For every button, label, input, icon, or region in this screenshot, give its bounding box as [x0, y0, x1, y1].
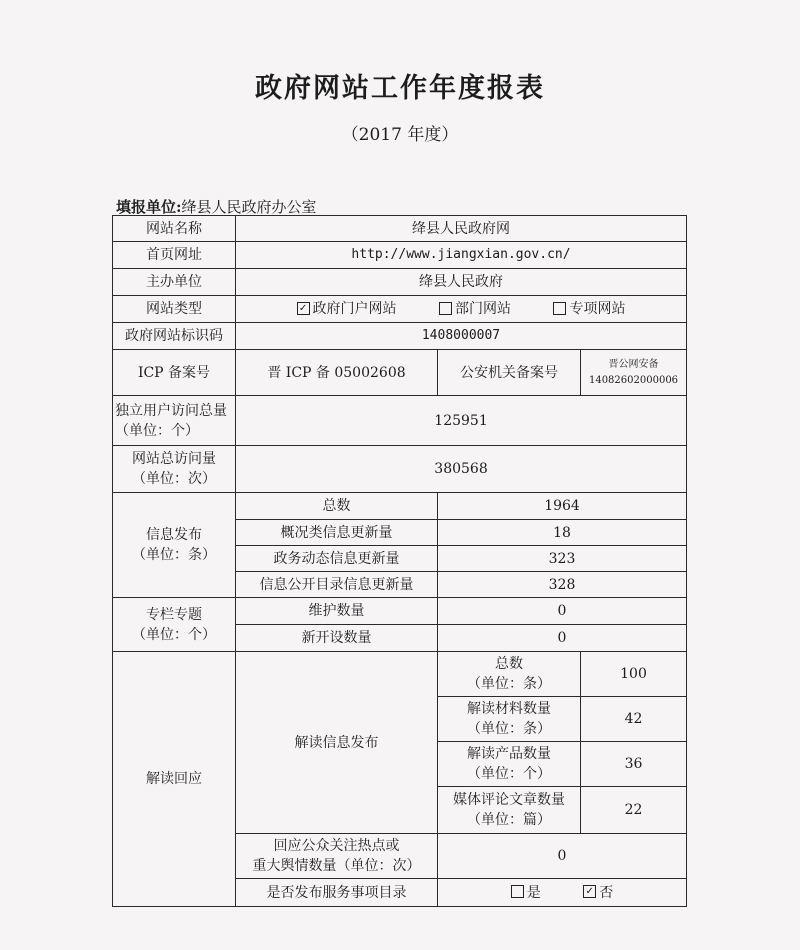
sponsor-value: 绛县人民政府	[236, 269, 687, 296]
sponsor-label: 主办单位	[113, 269, 236, 296]
fill-unit-value: 绛县人民政府办公室	[181, 198, 317, 216]
pv-label-line-2: （单位：次）	[132, 471, 216, 487]
interpret-sub-label: 解读信息发布	[236, 652, 438, 834]
option-label: 是	[526, 884, 541, 901]
site-type-option-department[interactable]	[439, 299, 511, 319]
interpret-item-line-1: 总数	[495, 656, 523, 672]
checkbox-icon[interactable]	[553, 302, 566, 315]
interpret-item-line-2: （单位：条）	[467, 721, 551, 737]
service-catalog-label: 是否发布服务事项目录	[236, 879, 438, 907]
special-item-value: 0	[438, 625, 687, 652]
interpret-item-label	[438, 652, 581, 697]
table-row	[113, 652, 687, 697]
interpret-label: 解读回应	[113, 652, 236, 907]
icp-value: 晋 ICP 备 05002608	[236, 350, 438, 396]
interpret-item-line-2: （单位：个）	[467, 766, 551, 782]
hot-response-line-1: 回应公众关注热点或	[273, 838, 400, 854]
table-row	[113, 323, 687, 350]
checkbox-icon[interactable]	[511, 885, 524, 898]
pv-label-line-1: 网站总访问量	[132, 451, 216, 467]
info-item-label: 政务动态信息更新量	[236, 546, 438, 572]
site-type-options	[236, 296, 687, 323]
info-item-value: 328	[438, 572, 687, 598]
fill-unit-label: 填报单位:	[116, 198, 182, 216]
uv-label: 独立用户访问总量（单位：个）	[113, 396, 236, 446]
table-row	[113, 269, 687, 296]
police-record-line-2: 14082602000006	[588, 374, 679, 386]
interpret-item-line-1: 解读产品数量	[467, 746, 551, 762]
table-row	[113, 493, 687, 520]
interpret-item-line-2: （单位：条）	[467, 676, 551, 692]
table-row	[113, 242, 687, 269]
option-label: 政府门户网站	[312, 301, 397, 317]
pv-label	[113, 446, 236, 493]
page-title: 政府网站工作年度报表	[255, 73, 545, 104]
info-item-label: 信息公开目录信息更新量	[236, 572, 438, 598]
police-record-value	[581, 350, 687, 396]
interpret-item-value: 42	[581, 697, 687, 742]
interpret-item-value: 100	[581, 652, 687, 697]
option-label: 部门网站	[455, 301, 511, 317]
police-record-line-1: 晋公网安备	[608, 358, 659, 370]
service-catalog-options	[438, 879, 687, 907]
home-url-label: 首页网址	[113, 242, 236, 269]
info-item-value: 1964	[438, 493, 687, 520]
special-label-line-2: （单位：个）	[132, 626, 216, 643]
pv-value: 380568	[236, 446, 687, 493]
info-label-line-1: 信息发布	[146, 527, 202, 543]
special-label	[113, 598, 236, 652]
site-name-label: 网站名称	[113, 216, 236, 242]
info-label	[113, 493, 236, 598]
special-item-label: 维护数量	[236, 598, 438, 625]
report-table	[112, 215, 687, 907]
info-label-line-2: （单位：条）	[132, 547, 216, 563]
special-item-label: 新开设数量	[236, 625, 438, 652]
info-item-label: 总数	[236, 493, 438, 520]
table-row	[113, 350, 687, 396]
interpret-item-line-2: （单位：篇）	[467, 812, 551, 828]
fill-unit	[116, 196, 317, 217]
checkbox-icon[interactable]	[439, 302, 452, 315]
table-row	[113, 396, 687, 446]
police-record-label: 公安机关备案号	[438, 350, 581, 396]
checkbox-checked-icon[interactable]	[297, 302, 310, 315]
hot-response-label	[236, 834, 438, 879]
report-year: （2017 年度）	[341, 125, 459, 145]
interpret-item-label	[438, 787, 581, 834]
table-row	[113, 216, 687, 242]
interpret-item-value: 22	[581, 787, 687, 834]
site-code-label: 政府网站标识码	[113, 323, 236, 350]
uv-value: 125951	[236, 396, 687, 446]
info-item-label: 概况类信息更新量	[236, 520, 438, 546]
checkbox-checked-icon[interactable]	[583, 885, 596, 898]
site-type-option-portal[interactable]	[297, 299, 397, 319]
hot-response-line-2: 重大舆情数量（单位：次）	[252, 858, 421, 874]
option-label: 专项网站	[569, 301, 626, 317]
home-url-value: http://www.jiangxian.gov.cn/	[236, 242, 687, 269]
site-type-option-special[interactable]	[553, 299, 625, 319]
icp-label: ICP 备案号	[113, 350, 236, 396]
interpret-item-value: 36	[581, 742, 687, 787]
special-item-value: 0	[438, 598, 687, 625]
table-row	[113, 446, 687, 493]
service-catalog-option-no[interactable]	[583, 883, 613, 903]
interpret-item-label	[438, 697, 581, 742]
table-row	[113, 598, 687, 625]
info-item-value: 323	[438, 546, 687, 572]
info-item-value: 18	[438, 520, 687, 546]
hot-response-value: 0	[438, 834, 687, 879]
site-type-label: 网站类型	[113, 296, 236, 323]
site-code-value: 1408000007	[236, 323, 687, 350]
interpret-item-line-1: 媒体评论文章数量	[453, 792, 565, 808]
option-label: 否	[599, 884, 614, 901]
special-label-line-1: 专栏专题	[146, 606, 202, 623]
service-catalog-option-yes[interactable]	[511, 883, 541, 903]
site-name-value: 绛县人民政府网	[236, 216, 687, 242]
interpret-item-line-1: 解读材料数量	[467, 701, 551, 717]
table-row	[113, 296, 687, 323]
interpret-item-label	[438, 742, 581, 787]
